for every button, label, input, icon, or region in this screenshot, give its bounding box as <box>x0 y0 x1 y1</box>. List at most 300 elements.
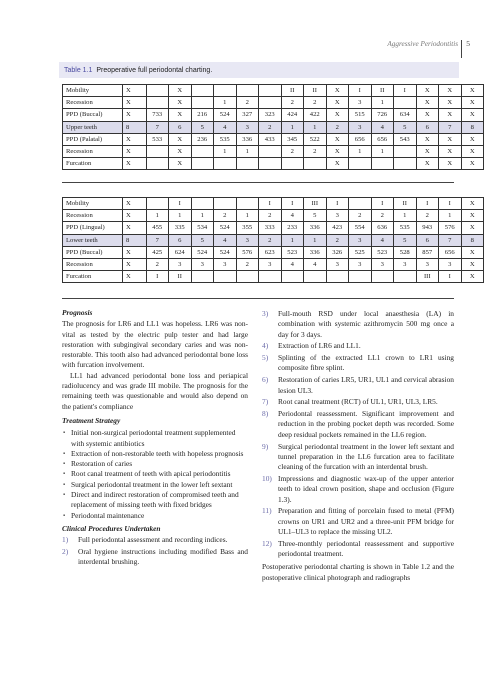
chart-cell: 656 <box>371 133 394 145</box>
procedure-item <box>262 474 454 505</box>
chart-cell: 1 <box>371 97 394 109</box>
chart-cell: X <box>123 271 147 283</box>
chart-cell: 2 <box>146 258 169 270</box>
chart-cell <box>259 85 282 97</box>
chart-cell <box>191 85 214 97</box>
chart-cell: X <box>416 133 439 145</box>
chart-cell: I <box>439 271 462 283</box>
chart-cell: 1 <box>281 121 304 133</box>
chart-cell: 4 <box>371 234 394 246</box>
chart-cell: I <box>416 198 439 210</box>
chart-row <box>63 198 484 210</box>
chart-cell: 1 <box>236 145 259 157</box>
chart-cell: X <box>123 109 147 121</box>
chart-cell: X <box>461 271 484 283</box>
chart-cell: 3 <box>326 210 349 222</box>
procedure-number: 12) <box>262 538 272 548</box>
prognosis-paragraph-2: LL1 had advanced periodontal bone loss and periapical radiolucency and was grade III mobile. The prognosis for the remaining teeth was questionable and would also depend on the patient's compliance <box>62 370 248 411</box>
chart-cell <box>394 97 417 109</box>
strategy-item: ▪ Extraction of non-restorable teeth with hopeless prognosis <box>62 449 248 459</box>
row-label: Furcation <box>63 158 123 170</box>
chart-cell: 336 <box>236 133 259 145</box>
chart-cell: 2 <box>416 210 439 222</box>
right-column <box>262 308 454 583</box>
chart-cell: 3 <box>371 258 394 270</box>
chart-cell: I <box>259 198 282 210</box>
procedure-number: 9) <box>262 441 269 451</box>
chart-cell: 1 <box>191 210 214 222</box>
treatment-strategy-heading: Treatment Strategy <box>62 415 121 425</box>
chart-cell: 1 <box>304 234 327 246</box>
procedure-text: Impressions and diagnostic wax-up of the upper anterior teeth to ideal crown position, shape and occlusion (Figure 1.3). <box>278 473 454 504</box>
chart-cell: X <box>416 97 439 109</box>
chart-cell: 423 <box>326 222 349 234</box>
row-label: Recession <box>63 97 123 109</box>
row-label: Upper teeth <box>63 121 123 133</box>
strategy-item: ▪ Restoration of caries <box>62 459 248 469</box>
chart-cell <box>214 158 237 170</box>
chart-cell: 4 <box>281 210 304 222</box>
chart-cell: 425 <box>146 246 169 258</box>
chart-cell: 6 <box>416 234 439 246</box>
chart-row <box>63 210 484 222</box>
chart-cell: I <box>281 198 304 210</box>
chart-cell: 2 <box>304 97 327 109</box>
chart-row <box>63 145 484 157</box>
chart-cell: 8 <box>461 121 484 133</box>
procedure-item <box>262 539 454 560</box>
chart-cell: X <box>461 258 484 270</box>
chart-cell: 2 <box>371 210 394 222</box>
chart-cell: X <box>416 85 439 97</box>
procedure-text: Surgical periodontal treatment in the lower left sextant and tunnel preparation in the LL6 furcation area to facilitate cleaning of the furcation with an interdental brush. <box>278 441 454 472</box>
chart-row <box>63 109 484 121</box>
chart-cell: X <box>461 198 484 210</box>
procedure-text: Full periodontal assessment and recording indices. <box>78 535 228 545</box>
chart-cell: X <box>326 109 349 121</box>
chart-cell: 533 <box>146 133 169 145</box>
chart-cell: X <box>123 222 147 234</box>
chart-cell: 576 <box>236 246 259 258</box>
chart-cell: X <box>439 145 462 157</box>
chart-cell: 3 <box>236 234 259 246</box>
chart-cell <box>236 271 259 283</box>
chart-cell <box>191 198 214 210</box>
chart-cell: I <box>169 198 192 210</box>
chart-cell: X <box>123 246 147 258</box>
chart-cell: 7 <box>146 121 169 133</box>
procedure-number: 8) <box>262 409 269 419</box>
chart-row <box>63 222 484 234</box>
chart-cell: X <box>439 158 462 170</box>
chart-cell: II <box>371 85 394 97</box>
chart-cell: 345 <box>281 133 304 145</box>
row-label: Recession <box>63 145 123 157</box>
treatment-strategy-list <box>62 428 248 521</box>
chart-cell <box>371 271 394 283</box>
procedure-text: Extraction of LR6 and LL1. <box>278 341 361 351</box>
chart-cell <box>146 158 169 170</box>
chart-cell: X <box>439 97 462 109</box>
chart-cell <box>236 198 259 210</box>
chart-cell: 524 <box>214 222 237 234</box>
chart-cell: 8 <box>461 234 484 246</box>
chart-cell: X <box>169 145 192 157</box>
chart-cell: X <box>123 97 147 109</box>
chart-row <box>63 158 484 170</box>
chart-cell: X <box>416 145 439 157</box>
chart-cell: 522 <box>304 133 327 145</box>
chart-row <box>63 133 484 145</box>
chart-cell: X <box>461 133 484 145</box>
procedure-text: Full-mouth RSD under local anaesthesia (LA) in combination with systemic azithromycin 500 mg once a day for 3 days. <box>278 309 454 339</box>
chart-cell <box>191 97 214 109</box>
chart-cell: 1 <box>439 210 462 222</box>
chart-cell: X <box>416 109 439 121</box>
chart-cell: 326 <box>326 246 349 258</box>
procedure-item <box>262 506 454 537</box>
chart-cell: X <box>326 145 349 157</box>
chart-cell: 3 <box>169 258 192 270</box>
clinical-procedures-list-continued <box>262 309 454 559</box>
clinical-procedures-heading: Clinical Procedures Undertaken <box>62 523 161 533</box>
chart-cell: 524 <box>214 109 237 121</box>
chart-cell: 3 <box>349 121 372 133</box>
procedure-item <box>62 547 248 568</box>
chart-cell: II <box>394 198 417 210</box>
chart-cell: 3 <box>236 121 259 133</box>
chart-cell: 523 <box>371 246 394 258</box>
chart-cell: 1 <box>146 210 169 222</box>
chart-cell: 422 <box>304 109 327 121</box>
chart-cell: X <box>461 210 484 222</box>
chart-cell: 524 <box>214 246 237 258</box>
chart-cell: 5 <box>304 210 327 222</box>
procedure-text: Preparation and fitting of porcelain fused to metal (PFM) crowns on UR1 and UR2 and a three-unit PFM bridge for UL1–UL3 to replace the missing UL2. <box>278 506 454 536</box>
row-label: Recession <box>63 258 123 270</box>
chart-cell: I <box>371 198 394 210</box>
table-caption <box>64 67 212 74</box>
chart-cell <box>191 145 214 157</box>
chart-cell: X <box>169 109 192 121</box>
upper-charting-table <box>62 84 484 170</box>
chart-cell: 1 <box>304 121 327 133</box>
chart-cell <box>146 97 169 109</box>
chart-cell: 3 <box>191 258 214 270</box>
chart-cell: X <box>123 158 147 170</box>
chart-cell: 2 <box>236 258 259 270</box>
procedure-text: Restoration of caries LR5, UR1, UL1 and cervical abrasion lesion UL3. <box>278 375 454 395</box>
chart-cell: 233 <box>281 222 304 234</box>
chart-cell: I <box>146 271 169 283</box>
chart-cell: 4 <box>304 258 327 270</box>
chart-cell: X <box>461 158 484 170</box>
chart-cell: 3 <box>349 258 372 270</box>
procedure-item <box>262 397 454 407</box>
chart-cell: X <box>439 109 462 121</box>
chart-cell: 1 <box>236 210 259 222</box>
chart-cell: I <box>439 198 462 210</box>
procedure-item <box>262 353 454 374</box>
chart-cell: 656 <box>439 246 462 258</box>
chart-cell: 1 <box>394 210 417 222</box>
chart-cell: 323 <box>259 109 282 121</box>
closing-paragraph: Postoperative periodontal charting is shown in Table 1.2 and the postoperative clinical photograph and radiographs <box>262 562 454 582</box>
chart-cell: 3 <box>259 258 282 270</box>
chart-cell: 3 <box>439 258 462 270</box>
chart-cell: 524 <box>191 246 214 258</box>
chart-row <box>63 121 484 133</box>
chart-cell: 534 <box>191 222 214 234</box>
chart-cell: 1 <box>349 145 372 157</box>
row-label: PPD (Palatal) <box>63 133 123 145</box>
chart-row <box>63 271 484 283</box>
chart-cell: X <box>461 85 484 97</box>
row-label: Lower teeth <box>63 234 123 246</box>
chart-cell: II <box>281 85 304 97</box>
procedure-item <box>262 442 454 473</box>
chart-cell: 336 <box>304 246 327 258</box>
chart-cell <box>349 158 372 170</box>
chart-row <box>63 258 484 270</box>
chart-cell: 4 <box>214 121 237 133</box>
chart-row <box>63 85 484 97</box>
procedure-item <box>62 535 248 545</box>
chart-cell <box>259 97 282 109</box>
chart-cell: 2 <box>304 145 327 157</box>
procedure-item <box>262 409 454 440</box>
chart-cell: X <box>123 258 147 270</box>
chart-cell: I <box>326 198 349 210</box>
chart-cell <box>349 198 372 210</box>
chart-cell: 335 <box>169 222 192 234</box>
chart-cell: 535 <box>394 222 417 234</box>
chart-cell: 2 <box>281 145 304 157</box>
chart-cell: X <box>169 85 192 97</box>
row-label: PPD (Buccal) <box>63 246 123 258</box>
chart-cell: X <box>169 97 192 109</box>
prognosis-paragraph-1: The prognosis for LR6 and LL1 was hopeless. LR6 was non-vital as tested by the electric pulp tester and had large restoration with subgingival secondary caries and was non-restorable. This tooth also had advanced periodontal bone loss with furcation involvement. <box>62 319 248 370</box>
chart-cell <box>259 158 282 170</box>
chart-cell <box>394 145 417 157</box>
chart-cell: III <box>304 198 327 210</box>
lower-charting-table <box>62 197 484 283</box>
chart-cell: X <box>461 246 484 258</box>
chart-cell: 515 <box>349 109 372 121</box>
procedure-text: Root canal treatment (RCT) of UL1, UR1, UL3, LR5. <box>278 397 438 407</box>
row-label: PPD (Buccal) <box>63 109 123 121</box>
chart-cell <box>236 158 259 170</box>
procedure-number: 2) <box>62 547 69 557</box>
prognosis-heading: Prognosis <box>62 308 93 317</box>
chart-cell: X <box>326 97 349 109</box>
chart-cell: 525 <box>349 246 372 258</box>
procedure-number: 3) <box>262 309 269 318</box>
chart-row <box>63 97 484 109</box>
chart-cell <box>146 198 169 210</box>
chart-cell <box>394 271 417 283</box>
chart-cell: 3 <box>394 258 417 270</box>
chart-cell: 528 <box>394 246 417 258</box>
chart-cell: 3 <box>349 234 372 246</box>
chart-cell: 3 <box>214 258 237 270</box>
chart-cell: X <box>461 97 484 109</box>
chart-cell: 733 <box>146 109 169 121</box>
chart-cell: 2 <box>326 234 349 246</box>
procedure-number: 4) <box>262 341 269 351</box>
chart-cell: II <box>304 85 327 97</box>
chart-cell <box>146 145 169 157</box>
running-header: Aggressive Periodontitis <box>387 40 458 48</box>
strategy-item: ▪ Initial non-surgical periodontal treatment supplemented with systemic antibiotics <box>62 428 248 449</box>
chart-cell: 236 <box>191 133 214 145</box>
table-divider <box>62 182 454 183</box>
chart-cell: 1 <box>371 145 394 157</box>
row-label: Mobility <box>63 198 123 210</box>
row-label: Furcation <box>63 271 123 283</box>
chart-cell: X <box>169 133 192 145</box>
chart-cell: 554 <box>349 222 372 234</box>
procedure-text: Oral hygiene instructions including modified Bass and interdental brushing. <box>78 547 248 567</box>
chart-cell: 6 <box>416 121 439 133</box>
chart-cell: 327 <box>236 109 259 121</box>
procedure-item <box>262 375 454 396</box>
chart-cell <box>236 85 259 97</box>
chart-cell: 5 <box>191 234 214 246</box>
strategy-item: ▪ Surgical periodontal treatment in the lower left sextant <box>62 480 248 490</box>
chart-cell: X <box>416 158 439 170</box>
chart-cell: 5 <box>394 234 417 246</box>
procedure-number: 11) <box>262 506 272 516</box>
chart-cell: 8 <box>123 121 147 133</box>
chart-cell: 5 <box>394 121 417 133</box>
chart-cell: 726 <box>371 109 394 121</box>
chart-cell: 2 <box>236 97 259 109</box>
chart-cell: 216 <box>191 109 214 121</box>
chart-cell <box>349 271 372 283</box>
chart-cell: X <box>123 85 147 97</box>
chart-cell: 576 <box>439 222 462 234</box>
chart-cell: 535 <box>214 133 237 145</box>
chart-cell: 656 <box>349 133 372 145</box>
chart-cell: 636 <box>371 222 394 234</box>
chart-cell: 2 <box>259 210 282 222</box>
strategy-item: ▪ Root canal treatment of teeth with apical periodontitis <box>62 469 248 479</box>
procedure-text: Three-monthly periodontal reassessment and supportive periodontal treatment. <box>278 538 454 559</box>
chart-cell: 5 <box>191 121 214 133</box>
chart-cell: 2 <box>214 210 237 222</box>
chart-cell: 455 <box>146 222 169 234</box>
chart-cell: 7 <box>146 234 169 246</box>
chart-cell: 4 <box>214 234 237 246</box>
left-column <box>62 308 248 571</box>
chart-cell <box>326 271 349 283</box>
chart-cell: 7 <box>439 234 462 246</box>
strategy-item: ▪ Periodontal maintenance <box>62 511 248 521</box>
chart-cell: 857 <box>416 246 439 258</box>
chart-cell <box>281 271 304 283</box>
chart-cell: 3 <box>326 258 349 270</box>
chart-cell <box>146 85 169 97</box>
table-caption-label: Table 1.1 <box>64 67 93 74</box>
table-bottom-rule <box>62 298 454 299</box>
chart-cell: X <box>169 158 192 170</box>
procedure-number: 5) <box>262 353 269 363</box>
chart-cell <box>304 271 327 283</box>
chart-cell: X <box>326 133 349 145</box>
chart-cell <box>191 158 214 170</box>
chart-cell <box>214 271 237 283</box>
chart-cell <box>304 158 327 170</box>
page-number: 5 <box>466 39 470 48</box>
procedure-number: 7) <box>262 397 269 407</box>
chart-cell <box>214 198 237 210</box>
chart-cell: 7 <box>439 121 462 133</box>
chart-cell: X <box>123 133 147 145</box>
procedure-number: 6) <box>262 375 269 385</box>
chart-cell: 2 <box>281 97 304 109</box>
chart-row <box>63 246 484 258</box>
procedure-item <box>262 341 454 351</box>
chart-cell: X <box>461 222 484 234</box>
chart-cell: X <box>123 210 147 222</box>
header-divider <box>461 40 462 58</box>
chart-cell: 336 <box>304 222 327 234</box>
chart-cell: 623 <box>259 246 282 258</box>
chart-cell: X <box>439 133 462 145</box>
chart-cell: 2 <box>326 121 349 133</box>
strategy-item: ▪ Direct and indirect restoration of compromised teeth and replacement of missing teeth with fixed bridges <box>62 490 248 511</box>
chart-cell: 2 <box>349 210 372 222</box>
chart-cell: X <box>326 158 349 170</box>
chart-cell: 3 <box>349 97 372 109</box>
chart-cell: 6 <box>169 234 192 246</box>
chart-cell: X <box>326 85 349 97</box>
chart-cell: X <box>461 145 484 157</box>
row-label: Recession <box>63 210 123 222</box>
procedure-number: 1) <box>62 535 69 545</box>
chart-cell: 1 <box>169 210 192 222</box>
procedure-item <box>262 309 454 340</box>
chart-cell: 4 <box>281 258 304 270</box>
clinical-procedures-list <box>62 535 248 567</box>
chart-cell: I <box>349 85 372 97</box>
procedure-number: 10) <box>262 473 272 483</box>
chart-cell <box>259 145 282 157</box>
chart-row <box>63 234 484 246</box>
chart-cell: 2 <box>259 234 282 246</box>
chart-cell: 523 <box>281 246 304 258</box>
chart-cell: 4 <box>371 121 394 133</box>
chart-cell: X <box>439 85 462 97</box>
chart-cell: X <box>461 109 484 121</box>
chart-cell: 6 <box>169 121 192 133</box>
chart-cell: 3 <box>416 258 439 270</box>
chart-cell: 1 <box>281 234 304 246</box>
chart-cell <box>371 158 394 170</box>
chart-cell: I <box>394 85 417 97</box>
table-caption-text: Preoperative full periodontal charting. <box>96 67 213 74</box>
chart-cell: 624 <box>169 246 192 258</box>
chart-cell: 1 <box>214 145 237 157</box>
chart-cell: III <box>416 271 439 283</box>
chart-cell <box>281 158 304 170</box>
chart-cell: II <box>169 271 192 283</box>
chart-cell: 424 <box>281 109 304 121</box>
procedure-text: Periodontal reassessment. Significant improvement and reduction in the probing pocket depth was recorded. Some deep residual pockets remained in the LL6 region. <box>278 409 454 439</box>
chart-cell: 943 <box>416 222 439 234</box>
chart-cell <box>259 271 282 283</box>
